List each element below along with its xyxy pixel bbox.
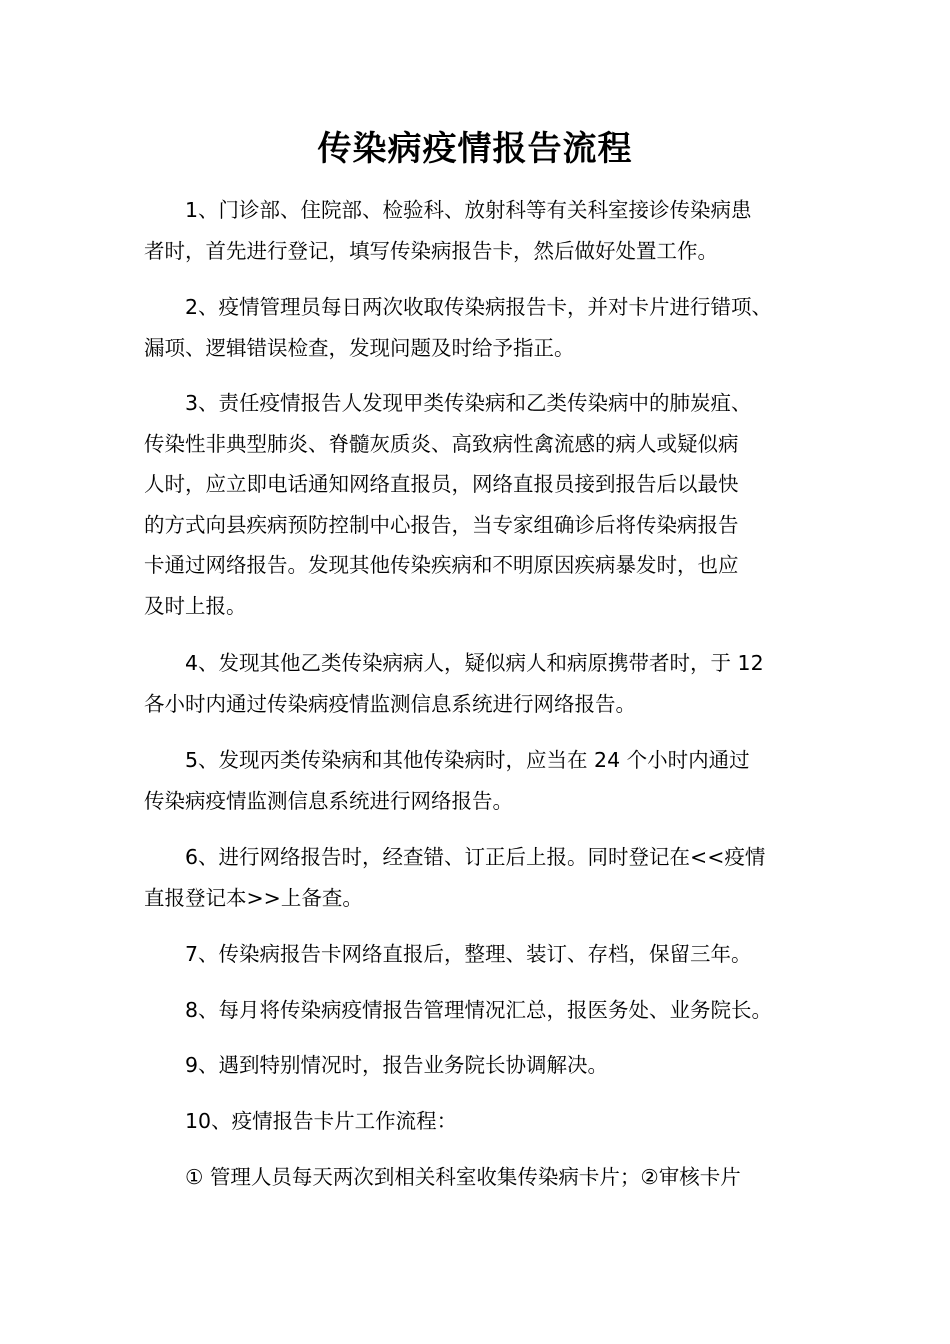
paragraph-line: 传染性非典型肺炎、脊髓灰质炎、高致病性禽流感的病人或疑似病 <box>144 431 739 456</box>
paragraph-line: 者时，首先进行登记，填写传染病报告卡，然后做好处置工作。 <box>144 238 718 263</box>
paragraph-line: 的方式向县疾病预防控制中心报告，当专家组确诊后将传染病报告 <box>144 512 739 537</box>
paragraph-line: 及时上报。 <box>144 593 247 618</box>
paragraph-line: 卡通过网络报告。发现其他传染疾病和不明原因疾病暴发时，也应 <box>144 553 739 577</box>
paragraph-4 <box>144 643 814 724</box>
paragraph-line: 6、进行网络报告时，经查错、订正后上报。同时登记在<<疫情 <box>185 845 766 869</box>
paragraph-line: 7、传染病报告卡网络直报后，整理、装订、存档，保留三年。 <box>185 942 752 966</box>
paragraph-2 <box>144 287 814 368</box>
paragraph-9 <box>144 1045 814 1086</box>
paragraph-line: 3、责任疫情报告人发现甲类传染病和乙类传染病中的肺炭疽、 <box>185 391 752 415</box>
paragraph-7 <box>144 934 814 975</box>
paragraph-6 <box>144 837 814 918</box>
paragraph-line: 1、门诊部、住院部、检验科、放射科等有关科室接诊传染病患 <box>185 198 752 222</box>
paragraph-line: 传染病疫情监测信息系统进行网络报告。 <box>144 788 513 813</box>
paragraph-1 <box>144 190 814 271</box>
paragraph-line: 5、发现丙类传染病和其他传染病时，应当在 24 个小时内通过 <box>185 748 750 772</box>
paragraph-3 <box>144 383 814 626</box>
paragraph-5 <box>144 740 814 821</box>
paragraph-line: 9、遇到特别情况时，报告业务院长协调解决。 <box>185 1053 609 1077</box>
paragraph-line: 2、疫情管理员每日两次收取传染病报告卡，并对卡片进行错项、 <box>185 295 773 319</box>
paragraph-line: 8、每月将传染病疫情报告管理情况汇总，报医务处、业务院长。 <box>185 998 773 1022</box>
paragraph-line: 直报登记本>>上备查。 <box>144 885 363 910</box>
paragraph-10 <box>144 1101 814 1142</box>
paragraph-line: 各小时内通过传染病疫情监测信息系统进行网络报告。 <box>144 691 636 716</box>
paragraph-11 <box>144 1157 814 1198</box>
paragraph-line: ① 管理人员每天两次到相关科室收集传染病卡片；②审核卡片 <box>185 1165 741 1189</box>
paragraph-line: 4、发现其他乙类传染病病人，疑似病人和病原携带者时，于 12 <box>185 651 764 675</box>
paragraph-line: 人时，应立即电话通知网络直报员，网络直报员接到报告后以最快 <box>144 472 739 496</box>
paragraph-line: 漏项、逻辑错误检查，发现问题及时给予指正。 <box>144 335 575 360</box>
paragraph-line: 10、疫情报告卡片工作流程： <box>185 1109 458 1133</box>
paragraph-8 <box>144 990 814 1031</box>
document-title: 传染病疫情报告流程 <box>317 129 633 169</box>
